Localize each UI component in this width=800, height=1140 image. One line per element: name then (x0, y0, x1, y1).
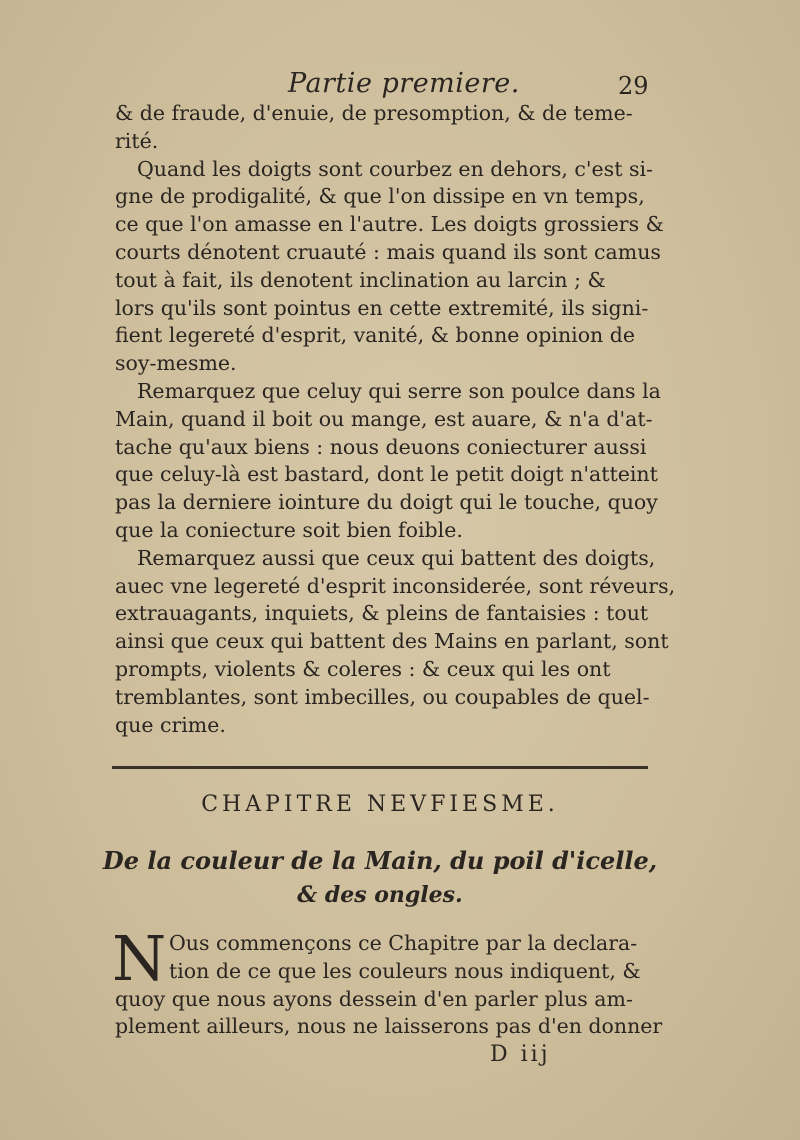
text-line: plement ailleurs, nous ne laisserons pas d'en donner (115, 1014, 663, 1039)
text-line: Main, quand il boit ou mange, est auare, & n'a d'at- (115, 406, 653, 431)
paragraph-1 (115, 100, 655, 156)
text-line: Remarquez que celuy qui serre son poulce dans la (137, 378, 661, 403)
section-divider (112, 766, 648, 769)
final-paragraph (115, 930, 663, 1041)
text-line: que la coniecture soit bien foible. (115, 517, 463, 542)
running-title: Partie premiere. (288, 68, 520, 99)
paragraph-4 (115, 545, 676, 740)
text-line: fient legereté d'esprit, vanité, & bonne opinion de (115, 323, 636, 348)
text-line: pas la derniere iointure du doigt qui le touche, quoy (115, 490, 658, 515)
paragraph-2 (115, 156, 664, 378)
text-line: rité. (115, 128, 159, 153)
text-line: gne de prodigalité, & que l'on dissipe en vn temps, (115, 184, 645, 209)
text-line: extrauagants, inquiets, & pleins de fantaisies : tout (115, 601, 649, 626)
body-text (115, 100, 676, 739)
text-line: courts dénotent cruauté : mais quand ils sont camus (115, 239, 661, 264)
signature-mark: D iij (490, 1042, 551, 1067)
text-line: ce que l'on amasse en l'autre. Les doigts grossiers & (115, 212, 664, 237)
text-line: & de fraude, d'enuie, de presomption, & de teme- (115, 101, 633, 125)
paragraph-3 (115, 378, 661, 545)
text-line: Quand les doigts sont courbez en dehors, c'est si- (137, 156, 653, 181)
text-line: tremblantes, sont imbecilles, ou coupables de quel- (115, 684, 650, 709)
text-line: tout à fait, ils denotent inclination au larcin ; & (115, 267, 606, 292)
text-line: tache qu'aux biens : nous deuons coniecturer aussi (115, 434, 647, 459)
text-line: soy-mesme. (115, 351, 237, 376)
text-line: auec vne legereté d'esprit inconsiderée, sont réveurs, (115, 573, 676, 598)
text-line: quoy que nous ayons dessein d'en parler plus am- (115, 986, 633, 1011)
text-line: que celuy-là est bastard, dont le petit doigt n'atteint (115, 462, 658, 487)
chapter-heading: CHAPITRE NEVFIESME. (201, 792, 559, 817)
drop-cap: N (112, 922, 167, 995)
text-line: Remarquez aussi que ceux qui battent des doigts, (137, 545, 656, 570)
text-line: ainsi que ceux qui battent des Mains en parlant, sont (115, 629, 669, 654)
text-line: que crime. (115, 712, 226, 737)
text-line: Ous commençons ce Chapitre par la declara- (169, 931, 638, 955)
chapter-subtitle-line-2: & des ongles. (297, 882, 463, 908)
chapter-subtitle-line-1: De la couleur de la Main, du poil d'icelle, (102, 846, 658, 875)
page-number: 29 (618, 72, 649, 100)
text-line: tion de ce que les couleurs nous indiquent, & (169, 958, 641, 983)
text-line: prompts, violents & coleres : & ceux qui les ont (115, 656, 611, 681)
text-line: lors qu'ils sont pointus en cette extremité, ils signi- (115, 295, 649, 320)
